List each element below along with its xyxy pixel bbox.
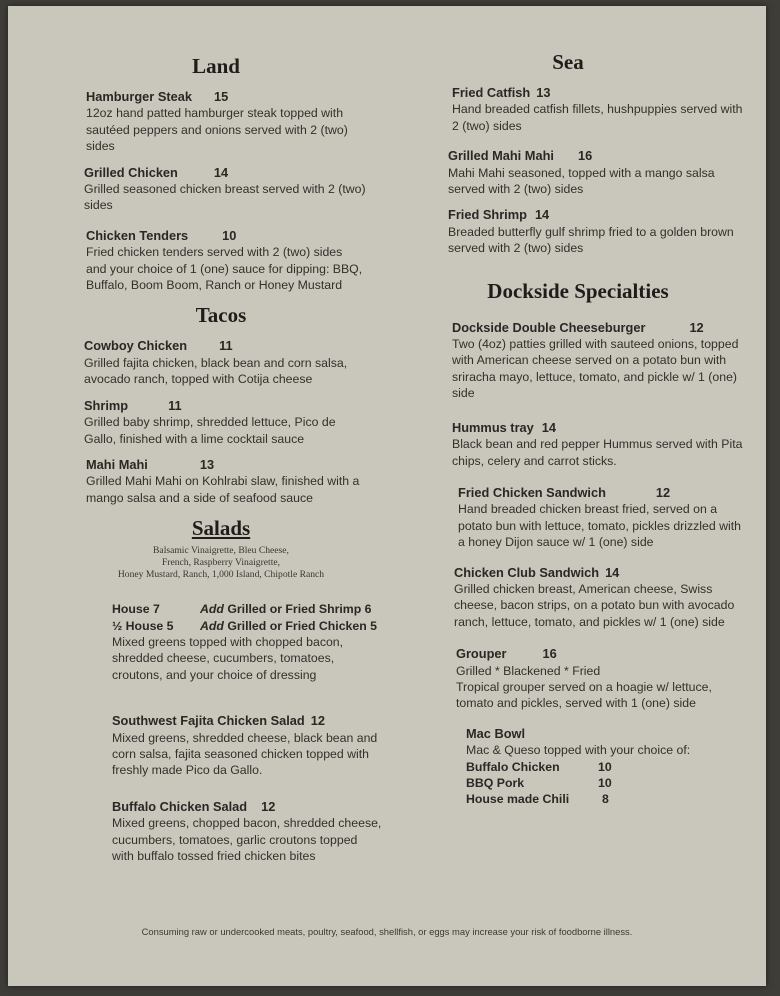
item-name: Fried Shrimp bbox=[448, 207, 527, 223]
option-price: 10 bbox=[598, 759, 612, 774]
dockside-title: Dockside Specialties bbox=[487, 278, 669, 303]
item-description: Mixed greens, chopped bacon, shredded cheese, cucumbers, tomatoes, garlic croutons topped with buffalo tossed fried chicken bites bbox=[112, 816, 382, 863]
item-description: Grilled seasoned chicken breast served with 2 (two) sides bbox=[84, 182, 366, 213]
item-name: Mahi Mahi bbox=[86, 456, 148, 472]
item-name: Chicken Club Sandwich bbox=[454, 564, 600, 580]
item-price: 14 bbox=[605, 564, 620, 580]
item-description: 12oz hand patted hamburger steak topped with sautéed peppers and onions served with 2 (two) sides bbox=[86, 106, 348, 154]
dressing-line: Honey Mustard, Ranch, 1,000 Island, Chipotle Ranch bbox=[117, 569, 325, 581]
item-name: Grilled Chicken bbox=[84, 164, 178, 180]
item-price: 10 bbox=[222, 227, 237, 243]
menu-item bbox=[452, 420, 748, 469]
add-word: Add bbox=[200, 602, 224, 617]
item-description: Two (4oz) patties grilled with sauteed onions, topped with American cheese served on a potato bun with sriracha mayo, lettuce, tomato, and pickle w/ 1 (one) side bbox=[452, 337, 739, 401]
tacos-title: Tacos bbox=[195, 303, 247, 328]
add-on-chicken: Grilled or Fried Chicken 5 bbox=[227, 618, 377, 633]
item-price: 14 bbox=[541, 419, 557, 435]
menu-item bbox=[84, 398, 366, 447]
option-price: 8 bbox=[602, 792, 609, 807]
item-description: Grilled Mahi Mahi on Kohlrabi slaw, finished with a mango salsa and a side of seafood sauce bbox=[86, 474, 360, 505]
item-price: 16 bbox=[542, 646, 557, 662]
item-description: Breaded butterfly gulf shrimp fried to a golden brown served with 2 (two) sides bbox=[448, 224, 734, 256]
mac-bowl bbox=[466, 726, 748, 808]
menu-item bbox=[448, 207, 748, 256]
menu-item bbox=[112, 713, 382, 779]
item-name: Buffalo Chicken Salad bbox=[112, 798, 248, 814]
mac-option bbox=[466, 775, 748, 791]
item-description: Grilled * Blackened * Fried Tropical grouper served on a hoagie w/ lettuce, tomato and pickles, served with 1 (one) side bbox=[456, 663, 712, 711]
item-price: 12 bbox=[261, 798, 276, 814]
item-name: Fried Chicken Sandwich bbox=[458, 484, 606, 500]
item-price: 13 bbox=[199, 456, 215, 472]
sea-title: Sea bbox=[552, 50, 584, 74]
item-description: Mahi Mahi seasoned, topped with a mango salsa served with 2 (two) sides bbox=[448, 165, 715, 197]
option-name: House made Chili bbox=[466, 792, 570, 807]
dressing-line: French, Raspberry Vinaigrette, bbox=[161, 557, 281, 569]
item-price: 12 bbox=[689, 319, 704, 335]
item-description: Black bean and red pepper Hummus served with Pita chips, celery and carrot sticks. bbox=[452, 437, 743, 468]
item-name: Hummus tray bbox=[452, 419, 534, 435]
house-size-label: House 7 bbox=[112, 602, 160, 617]
half-house-size-label: ½ House 5 bbox=[112, 618, 174, 633]
item-name: Grilled Mahi Mahi bbox=[448, 148, 554, 164]
item-name: Fried Catfish bbox=[452, 85, 531, 100]
house-salad bbox=[112, 601, 382, 683]
item-price: 11 bbox=[168, 397, 182, 413]
menu-item bbox=[86, 89, 366, 155]
menu-item bbox=[86, 228, 366, 294]
mac-option bbox=[466, 759, 748, 775]
add-on-shrimp: Grilled or Fried Shrimp 6 bbox=[227, 602, 372, 617]
dressing-list bbox=[76, 545, 366, 581]
land-title: Land bbox=[192, 54, 240, 78]
menu-item bbox=[112, 799, 382, 865]
option-price: 10 bbox=[598, 776, 612, 790]
foodborne-illness-disclaimer: Consuming raw or undercooked meats, poultry, seafood, shellfish, or eggs may increase your risk of foodborne illness. bbox=[141, 926, 633, 937]
item-name: Southwest Fajita Chicken Salad bbox=[112, 713, 305, 729]
item-price: 15 bbox=[213, 89, 229, 104]
item-price: 14 bbox=[534, 207, 550, 223]
dressing-line: Balsamic Vinaigrette, Bleu Cheese, bbox=[153, 545, 289, 557]
option-name: Buffalo Chicken bbox=[466, 759, 560, 774]
add-word: Add bbox=[200, 618, 224, 633]
item-name: Grouper bbox=[456, 646, 507, 662]
item-description: Mixed greens, shredded cheese, black bean and corn salsa, fajita seasoned chicken topped with freshly made Pico da Gallo. bbox=[112, 730, 378, 778]
menu-item bbox=[458, 485, 748, 551]
item-price: 16 bbox=[577, 148, 593, 164]
item-description: Grilled fajita chicken, black bean and corn salsa, avocado ranch, topped with Cotija cheese bbox=[84, 355, 348, 387]
right-column bbox=[448, 50, 748, 808]
option-name: BBQ Pork bbox=[466, 776, 525, 790]
mac-option bbox=[466, 791, 748, 807]
item-price: 12 bbox=[655, 484, 671, 500]
item-price: 13 bbox=[536, 85, 551, 100]
menu-item bbox=[452, 320, 748, 402]
item-description: Mac & Queso topped with your choice of: bbox=[466, 743, 691, 758]
menu-page bbox=[8, 6, 766, 986]
menu-item bbox=[448, 148, 748, 197]
item-description: Mixed greens topped with chopped bacon, shredded cheese, cucumbers, tomatoes, croutons, and your choice of dressing bbox=[112, 634, 344, 682]
salads-title: Salads bbox=[191, 516, 251, 541]
item-description: Grilled chicken breast, American cheese, Swiss cheese, bacon strips, on a potato bun with avocado ranch, lettuce, tomato, and pickles w/ 1 (one) side bbox=[454, 581, 735, 629]
item-description: Hand breaded chicken breast fried, served on a potato bun with lettuce, tomato, pickles drizzled with a honey Dijon sauce w/ 1 (one) side bbox=[458, 502, 741, 550]
item-description: Hand breaded catfish fillets, hushpuppies served with 2 (two) sides bbox=[452, 102, 743, 133]
item-name: Shrimp bbox=[84, 397, 129, 413]
item-name: Dockside Double Cheeseburger bbox=[452, 319, 646, 335]
mac-options bbox=[466, 759, 748, 808]
menu-item bbox=[456, 646, 748, 712]
item-name: Cowboy Chicken bbox=[84, 338, 188, 354]
item-name: Mac Bowl bbox=[466, 725, 526, 741]
left-column bbox=[76, 54, 382, 874]
menu-item bbox=[454, 565, 748, 631]
item-name: Hamburger Steak bbox=[86, 89, 192, 104]
item-price: 11 bbox=[219, 338, 233, 354]
item-description: Grilled baby shrimp, shredded lettuce, Pico de Gallo, finished with a lime cocktail sauce bbox=[84, 415, 336, 446]
item-price: 12 bbox=[310, 713, 325, 729]
item-name: Chicken Tenders bbox=[86, 227, 189, 243]
menu-item bbox=[84, 165, 366, 214]
item-price: 14 bbox=[213, 164, 229, 180]
item-description: Fried chicken tenders served with 2 (two) sides and your choice of 1 (one) sauce for dipping: BBQ, Buffalo, Boom Boom, Ranch or Honey Mustard bbox=[86, 245, 363, 293]
menu-item bbox=[84, 338, 366, 387]
menu-item bbox=[452, 85, 748, 134]
menu-item bbox=[86, 457, 366, 506]
